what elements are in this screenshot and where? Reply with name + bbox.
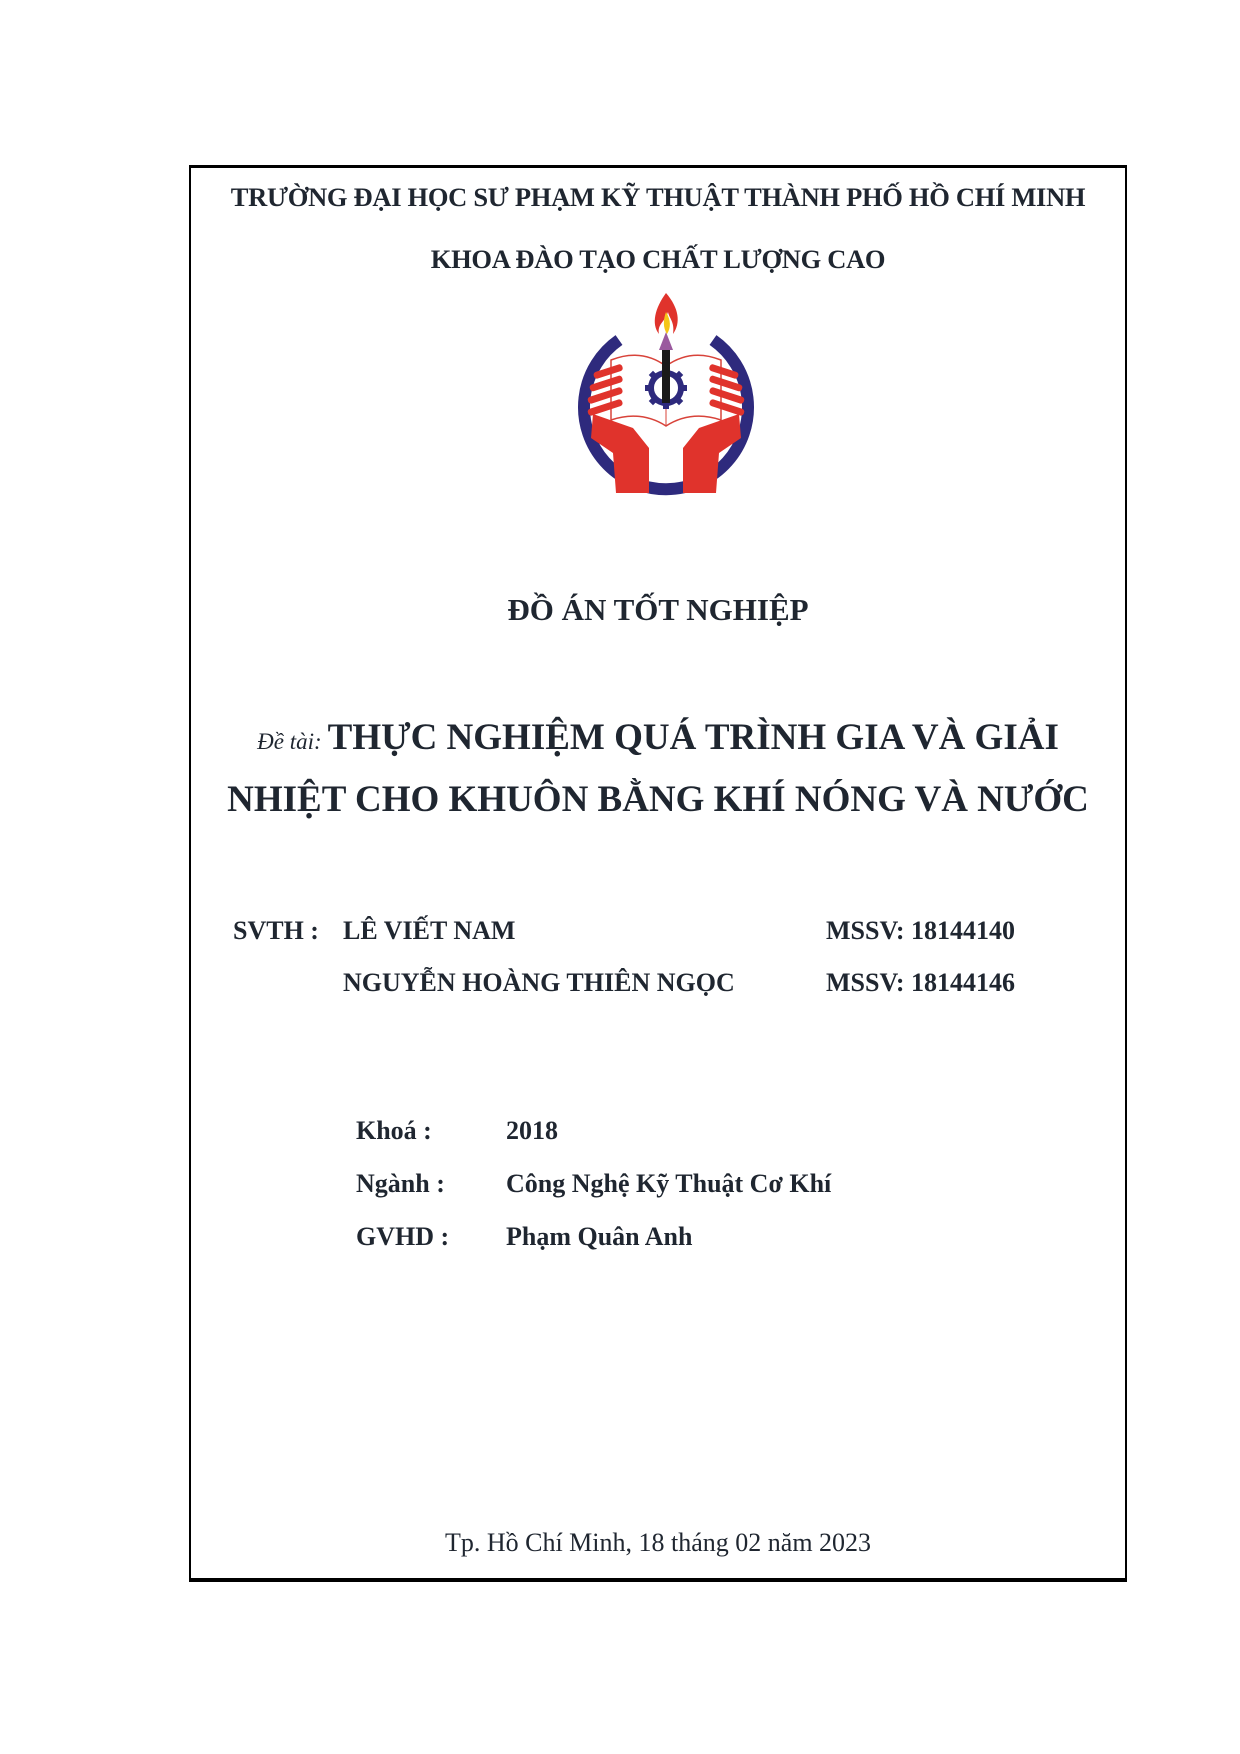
- faculty-name: KHOA ĐÀO TẠO CHẤT LƯỢNG CAO: [430, 244, 886, 274]
- major-label: Ngành :: [356, 1169, 445, 1198]
- document-type: ĐỒ ÁN TỐT NGHIỆP: [507, 592, 809, 627]
- topic-title-1: THỰC NGHIỆM QUÁ TRÌNH GIA VÀ GIẢI: [327, 717, 1059, 758]
- major-value: Công Nghệ Kỹ Thuật Cơ Khí: [506, 1169, 832, 1198]
- university-name: TRƯỜNG ĐẠI HỌC SƯ PHẠM KỸ THUẬT THÀNH PHỐ HỒ CHÍ MINH: [230, 182, 1086, 212]
- topic-line-1: [191, 716, 1125, 759]
- student-name-1: LÊ VIẾT NAM: [343, 916, 516, 945]
- topic-label: Đề tài:: [257, 729, 322, 754]
- university-logo-icon: [571, 288, 761, 508]
- topic-line-2: NHIỆT CHO KHUÔN BẰNG KHÍ NÓNG VÀ NƯỚC: [227, 779, 1089, 820]
- course-label: Khoá :: [356, 1116, 432, 1145]
- location-date: Tp. Hồ Chí Minh, 18 tháng 02 năm 2023: [444, 1528, 872, 1557]
- students-label: SVTH :: [233, 916, 319, 945]
- student-id-2: MSSV: 18144146: [826, 968, 1016, 997]
- student-id-1: MSSV: 18144140: [826, 916, 1016, 945]
- student-name-2: NGUYỄN HOÀNG THIÊN NGỌC: [343, 968, 735, 997]
- course-value: 2018: [506, 1116, 558, 1145]
- advisor-label: GVHD :: [356, 1222, 450, 1251]
- cover-frame: [189, 165, 1127, 1582]
- advisor-value: Phạm Quân Anh: [506, 1222, 693, 1251]
